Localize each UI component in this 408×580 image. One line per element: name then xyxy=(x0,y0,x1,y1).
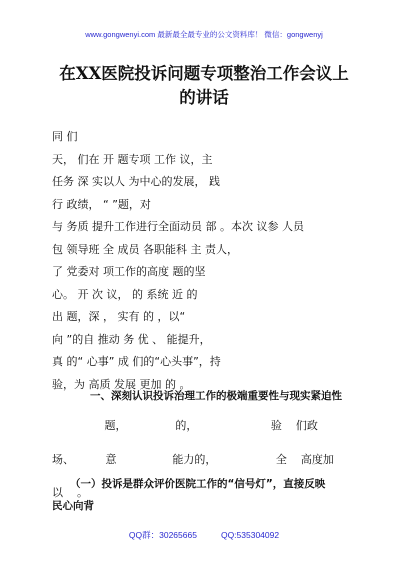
body-line: 心。 开 次 议， 的 系统 近 的 xyxy=(52,287,198,301)
salutation: 同 们 xyxy=(52,130,78,143)
title-line-2: 的讲话 xyxy=(179,88,229,107)
body-line: 题， 的， 验 们政 xyxy=(52,419,318,432)
body-line: 包 领导班 全 成员 各职能科 主 责人， xyxy=(52,242,238,256)
body-line: 向 ”的自 推动 务 优 、 能提升， xyxy=(52,332,211,346)
body-line: 了 党委对 项工作的高度 题的坚 xyxy=(52,265,206,278)
footer-qq-group: QQ群：30265665 xyxy=(128,530,197,540)
document-title xyxy=(30,62,378,110)
title-line-1: 在XX医院投诉问题专项整治工作会议上 xyxy=(59,64,349,83)
page-footer xyxy=(0,529,408,541)
body-line: 以 。 xyxy=(52,486,88,499)
section-heading-1: 一、深刻认识投诉治理工作的极端重要性与现实紧迫性 xyxy=(90,390,342,402)
body-line: 行 政绩， “ ”题，对 xyxy=(52,197,151,211)
body-line: 任务 深 实以人 为中心的发展， 践 xyxy=(52,175,220,188)
body-line: 场、 意 能力的， 全 高度加 xyxy=(52,452,334,466)
header-text: www.gongwenyi.com 最新最全最专业的公文资料库！ 微信：gongwenyj xyxy=(85,30,323,39)
subsection-heading-line-2: 民心向背 xyxy=(52,500,94,512)
footer-qq: QQ:535304092 xyxy=(220,530,280,540)
body-line: 真 的“ 心事” 成 们的“心头事”，持 xyxy=(52,355,221,368)
subsection-heading-line-1: （一）投诉是群众评价医院工作的“信号灯”，直接反映 xyxy=(70,478,326,490)
body-line: 验，为 高质 发展 更加 的 。 xyxy=(52,377,191,391)
document-body xyxy=(52,126,352,396)
body-line: 天， 们在 开 题专项 工作 议，主 xyxy=(52,152,213,166)
body-line: 与 务质 提升工作进行全面动员 部 。本次 议参 人员 xyxy=(52,220,304,233)
page-header-banner xyxy=(0,29,408,40)
body-line: 出 题，深 ， 实有 的 ，以“ xyxy=(52,310,186,323)
subsection-heading-1 xyxy=(52,473,350,517)
